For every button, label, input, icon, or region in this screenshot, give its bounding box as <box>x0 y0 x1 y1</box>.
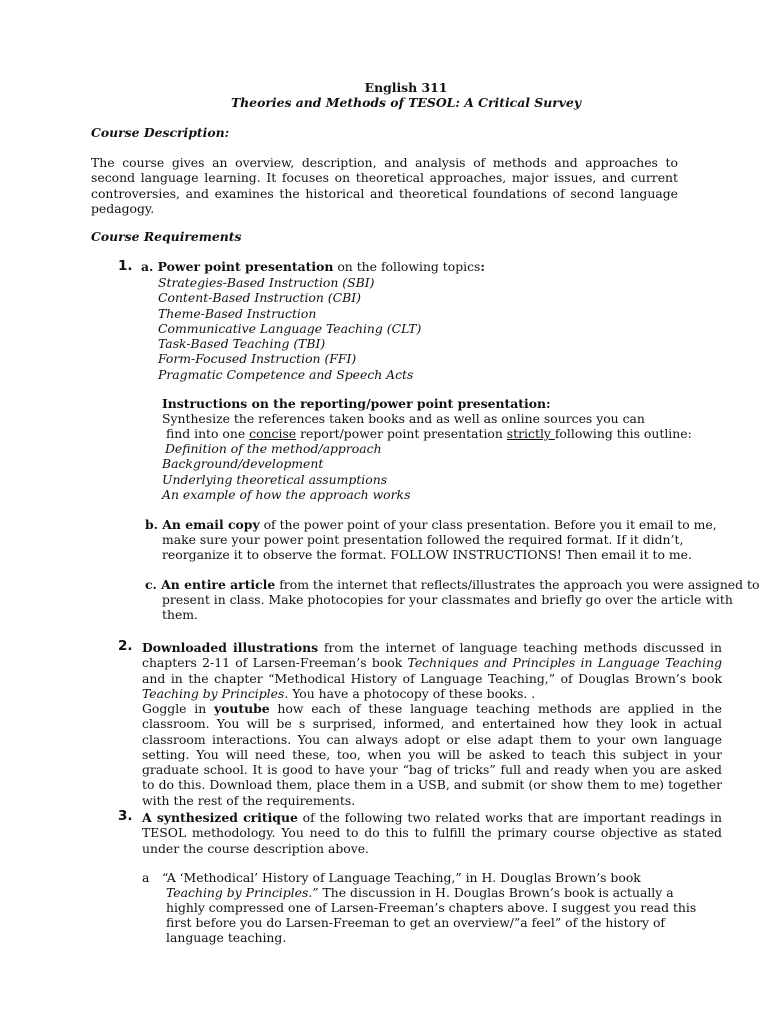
outline-item: Underlying theoretical assumptions <box>162 471 388 487</box>
item-1a-label: a. Power point presentation <box>141 259 334 274</box>
instructions-text: report/power point presentation <box>296 426 507 441</box>
outline-item: Definition of the method/approach <box>165 441 382 456</box>
item-2-text: and in the chapter “Methodical History of Language Teaching,” of Douglas Brown’s book <box>142 670 722 686</box>
course-description-heading: Course Description: <box>91 125 230 140</box>
topic-item: Form-Focused Instruction (FFI) <box>158 351 357 367</box>
course-description-text: The course gives an overview, description, and analysis of methods and approaches to second language learning. It focuses on theoretical approaches, major issues, and current controversies, and examines the historical and theoretical foundations of second language pedagogy. <box>91 155 678 216</box>
book-title: Techniques and Principles in Language Teaching <box>407 655 722 671</box>
item-1c-line-2: present in class. Make photocopies for your classmates and briefly go over the article with <box>162 592 733 607</box>
item-3a-label: a <box>142 870 150 885</box>
outline-item: Background/development <box>162 456 324 472</box>
item-3-text: of the following two related works that are important readings in TESOL methodology. You need to do this to fulfill the primary course objective as stated under the course description above. <box>142 810 723 856</box>
item-3-number: 3. <box>118 808 133 824</box>
topic-list <box>158 275 421 382</box>
concise-word: concise <box>249 426 297 441</box>
instructions-text: following this outline: <box>554 426 692 441</box>
item-3a-line-1: “A ‘Methodical’ History of Language Teaching,” in H. Douglas Brown’s book <box>162 870 641 885</box>
instructions-heading: Instructions on the reporting/power point presentation: <box>162 396 551 411</box>
item-1c-label: c. An entire article <box>145 577 276 592</box>
item-2-paragraph-2 <box>142 701 722 808</box>
item-1a-text: on the following topics <box>333 259 481 274</box>
item-2-text: You have a photocopy of these books. . <box>288 685 536 701</box>
instructions-text: find into one <box>166 426 250 441</box>
strictly-word: strictly <box>506 426 555 441</box>
item-1-number: 1. <box>118 258 133 274</box>
topic-item: Task-Based Teaching (TBI) <box>158 336 326 352</box>
item-1b-line-2: make sure your power point presentation followed the required format. If it didn’t, <box>162 532 684 547</box>
book-title: Teaching by Principles. <box>142 685 289 701</box>
item-1c-text: from the internet that reflects/illustrates the approach you were assigned to <box>275 577 760 592</box>
item-2-text: Goggle in <box>142 701 214 716</box>
item-2-lead: Downloaded illustrations <box>142 640 319 655</box>
item-1b-text: of the power point of your class presentation. Before you it email to me, <box>259 517 717 532</box>
item-1a-colon: : <box>480 259 485 274</box>
topic-item: Communicative Language Teaching (CLT) <box>158 320 422 336</box>
book-title: Teaching by Principles.” <box>166 885 319 900</box>
course-title: Theories and Methods of TESOL: A Critical Survey <box>230 95 582 110</box>
item-1b-label: b. An email copy <box>145 517 260 532</box>
item-1b-line-3: reorganize it to observe the format. FOLLOW INSTRUCTIONS! Then email it to me. <box>162 547 692 562</box>
topic-item: Pragmatic Competence and Speech Acts <box>158 366 414 382</box>
topic-item: Theme-Based Instruction <box>158 305 317 321</box>
topic-item: Content-Based Instruction (CBI) <box>158 290 361 306</box>
item-1c-line-1 <box>145 577 759 592</box>
course-requirements-heading: Course Requirements <box>91 229 242 244</box>
instructions-line-2 <box>166 426 692 441</box>
item-3-paragraph <box>142 810 722 856</box>
item-1a-line <box>141 259 485 274</box>
item-3a-text: The discussion in H. Douglas Brown’s book is actually a <box>318 885 674 900</box>
item-3a-line-4: first before you do Larsen-Freeman to get an overview/”a feel” of the history of <box>166 915 665 930</box>
instructions-line-1: Synthesize the references taken books and as well as online sources you can <box>162 411 645 426</box>
item-2-text: from the internet of language teaching methods discussed in chapters 2-11 of Larsen-Freeman’s book <box>142 640 722 671</box>
course-code: English 311 <box>364 80 448 95</box>
item-3a-line-5: language teaching. <box>166 930 287 945</box>
outline-list <box>162 441 410 502</box>
item-2-text: how each of these language teaching methods are applied in the classroom. You will be s surprised, informed, and entertained how they look in actual classroom interactions. You can always adopt or else adapt them to your own language setting. You will need these, too, when you will be asked to teach this subject in your graduate school. It is good to have your “bag of tricks” full and ready when you are asked to do this. Download them, place them in a USB, and submit (or show them to me) together with the rest of the requirements. <box>142 701 722 808</box>
outline-item: An example of how the approach works <box>162 486 411 502</box>
item-3-lead: A synthesized critique <box>142 810 298 825</box>
item-3a-line-3: highly compressed one of Larsen-Freeman’s chapters above. I suggest you read this <box>166 900 697 915</box>
youtube-word: youtube <box>213 701 270 716</box>
topic-item: Strategies-Based Instruction (SBI) <box>158 275 375 290</box>
item-2-paragraph-1 <box>142 640 722 701</box>
item-1c-line-3: them. <box>162 607 198 622</box>
item-3a-line-2 <box>166 885 674 900</box>
item-1b-line-1 <box>145 517 717 532</box>
item-2-number: 2. <box>118 638 133 654</box>
